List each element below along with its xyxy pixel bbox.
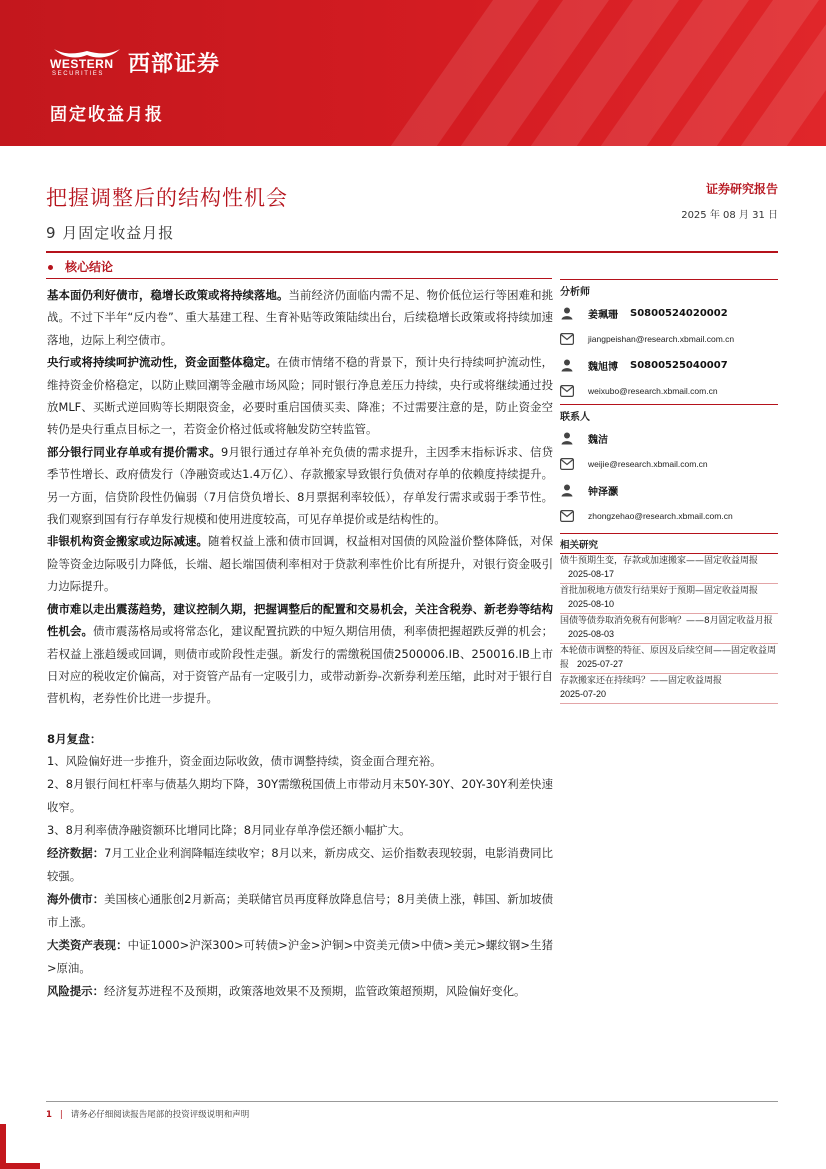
- person-icon: [560, 306, 574, 320]
- contact-email-row: [560, 503, 778, 529]
- corner-decoration: [0, 1163, 40, 1169]
- report-title: 把握调整后的结构性机会: [46, 186, 288, 210]
- title-divider: [46, 251, 778, 253]
- contact-name: 魏洁: [588, 434, 608, 446]
- related-title: 本轮债市调整的特征、原因及后续空间——固定收益周报: [560, 646, 777, 670]
- analyst-name: 魏旭博: [588, 361, 618, 373]
- mail-icon: [560, 333, 574, 345]
- footer-disclaimer: 请务必仔细阅读报告尾部的投资评级说明和声明: [70, 1110, 250, 1120]
- contact-row: [560, 425, 778, 451]
- logo-english-sub: SECURITIES: [52, 71, 105, 77]
- review-item: [47, 888, 553, 934]
- related-date: 2025-07-27: [577, 658, 624, 669]
- person-icon: [560, 483, 574, 497]
- paragraph-lead: 部分银行同业存单或有提价需求。: [47, 444, 221, 459]
- related-date: 2025-07-20: [560, 688, 607, 699]
- review-text: 经济复苏进程不及预期，政策落地效果不及预期，监管政策超预期，风险偏好变化。: [103, 983, 526, 998]
- banner-title: 固定收益月报: [50, 105, 164, 125]
- analyst-row: [560, 300, 778, 326]
- footer-divider: [46, 1101, 778, 1102]
- core-paragraph: [47, 351, 553, 441]
- report-subtitle: 9 月固定收益月报: [46, 224, 175, 242]
- core-paragraph: [47, 284, 553, 351]
- related-title: 首批加税地方债发行结果好于预期—固定收益周报: [560, 586, 759, 596]
- analyst-email[interactable]: weixubo@research.xbmail.com.cn: [588, 386, 718, 396]
- related-research-item[interactable]: [560, 614, 778, 644]
- contact-email-row: [560, 451, 778, 477]
- footer-separator: |: [59, 1110, 63, 1120]
- paragraph-text: 当前经济仍面临内需不足、物价低位运行等困难和挑战。不过下半年“反内卷”、重大基建工程、生育补贴等政策陆续出台，后续稳增长政策或将持续加速落地，边际上利空债市。: [47, 288, 553, 347]
- review-item: [47, 842, 553, 888]
- paragraph-lead: 基本面仍利好债市，稳增长政策或将持续落地。: [47, 288, 289, 302]
- paragraph-text: 在债市情绪不稳的背景下，预计央行持续呵护流动性，维持资金价格稳定，以防止赎回潮等金融市场风险；同时银行净息差压力持续，央行或将继续通过投放MLF、买断式逆回购等长期限资金，必要时重启国债买卖、降准；不过需要注意的是，防止资金空转仍是央行重点目标之一，若资金价格过低或将触发防空转监管。: [47, 355, 553, 437]
- related-research-heading: 相关研究: [560, 533, 778, 554]
- person-icon: [560, 431, 574, 445]
- sidebar: [560, 279, 778, 704]
- review-lead: 风险提示：: [47, 983, 104, 998]
- core-paragraph: [47, 530, 553, 597]
- analyst-email-row: [560, 326, 778, 352]
- review-text: 7月工业企业利润降幅连续收窄；8月以来，新房成交、运价指数表现较弱，电影消费同比较强。: [47, 845, 553, 883]
- review-item: [47, 819, 553, 842]
- section-divider: [46, 278, 552, 279]
- paragraph-lead: 债市难以走出震荡趋势，建议控制久期，把握调整后的配置和交易机会，关注含税券、新老券等结构性机会。: [47, 601, 553, 639]
- related-research-item[interactable]: [560, 674, 778, 704]
- report-date: 2025 年 08 月 31 日: [681, 210, 778, 221]
- mail-icon: [560, 458, 574, 470]
- analyst-row: [560, 352, 778, 378]
- person-icon: [560, 358, 574, 372]
- review-item: [47, 773, 553, 819]
- contacts-heading: 联系人: [560, 404, 778, 425]
- mail-icon: [560, 385, 574, 397]
- mail-icon: [560, 510, 574, 522]
- related-date: 2025-08-10: [568, 598, 615, 609]
- paragraph-lead: 非银机构资金搬家或边际减速。: [47, 534, 209, 549]
- paragraph-text: 9月银行通过存单补充负债的需求提升，主因季末指标诉求、信贷季节性增长、政府债发行（净融资或达1.4万亿）、存款搬家导致银行负债对存单的依赖度持续提升。另一方面，信贷阶段性仍偏弱（7月信贷负增长、8月票据利率较低），存单发行需求或弱于季节性。我们观察到国有行存单发行规模和使用进度较高，可见存单提价或是结构性的。: [47, 444, 553, 527]
- paragraph-lead: 央行或将持续呵护流动性，资金面整体稳定。: [47, 355, 278, 370]
- related-title: 国债等债券取消免税有何影响？——8月固定收益月报: [560, 616, 773, 626]
- footer: [46, 1108, 249, 1120]
- review-item: [47, 980, 553, 1003]
- review-item: [47, 934, 553, 980]
- core-paragraph: [47, 441, 553, 531]
- contact-email[interactable]: zhongzehao@research.xbmail.com.cn: [588, 511, 733, 521]
- analyst-email[interactable]: jiangpeishan@research.xbmail.com.cn: [588, 334, 735, 344]
- review-lead: 大类资产表现：: [47, 937, 128, 952]
- header-banner: [0, 0, 826, 146]
- report-type: 证券研究报告: [705, 182, 778, 196]
- contact-row: [560, 477, 778, 503]
- review-text: 2、8月银行间杠杆率与债基久期均下降，30Y需缴税国债上市带动月末50Y-30Y、20Y-30Y利差快速收窄。: [47, 776, 553, 814]
- page-number: 1: [46, 1110, 52, 1120]
- review-lead: 海外债市：: [47, 891, 105, 906]
- contact-name: 钟泽灏: [588, 486, 618, 498]
- related-date: 2025-08-17: [568, 568, 615, 579]
- review-heading: 8月复盘：: [47, 731, 102, 746]
- related-research-item[interactable]: [560, 554, 778, 584]
- review-item: [47, 750, 553, 773]
- related-date: 2025-08-03: [568, 628, 615, 639]
- review-text: 1、风险偏好进一步推升，资金面边际收敛，债市调整持续，资金面合理充裕。: [47, 753, 442, 768]
- main-body: [47, 284, 553, 1003]
- core-conclusion-heading: [48, 258, 113, 275]
- analysts-heading: 分析师: [560, 279, 778, 300]
- review-lead: 经济数据：: [47, 845, 105, 860]
- review-text: 美国核心通胀创2月新高；美联储官员再度释放降息信号；8月美债上涨，韩国、新加坡债市上涨。: [47, 891, 553, 929]
- analyst-certificate: S0800525040007: [630, 359, 728, 371]
- core-heading-text: 核心结论: [65, 260, 114, 274]
- paragraph-text: 债市震荡格局或将常态化，建议配置抗跌的中短久期信用债，利率债把握超跌反弹的机会；若权益上涨趋缓或回调，则债市或阶段性走强。新发行的需缴税国债2500006.IB、250016.IB上市日对应的税收定价偏高，对于资管产品有一定吸引力，或带动新券-次新券利差压缩，此时对于银行自营机构，老券性价比进一步提升。: [47, 624, 553, 706]
- bullet-icon: [48, 265, 53, 270]
- related-research-item[interactable]: [560, 644, 778, 674]
- related-title: 存款搬家还在持续吗？——固定收益周报: [560, 676, 723, 686]
- review-text: 中证1000>沪深300>可转债>沪金>沪铜>中资美元债>中债>美元>螺纹钢>生猪>原油。: [47, 937, 553, 975]
- related-title: 债牛预期生变，存款或加速搬家——固定收益周报: [560, 556, 759, 566]
- contact-email[interactable]: weijie@research.xbmail.com.cn: [588, 459, 708, 469]
- review-text: 3、8月利率债净融资额环比增同比降；8月同业存单净偿还额小幅扩大。: [47, 822, 411, 837]
- paragraph-text: 随着权益上涨和债市回调，权益相对国债的风险溢价整体降低，对保险等资金边际吸引力降低，长端、超长端国债利率相对于贷款利率性价比有所提升，对银行资金吸引力边际提升。: [47, 534, 553, 594]
- core-paragraph: [47, 598, 553, 710]
- logo-english-name: WESTERN: [50, 57, 114, 71]
- analyst-email-row: [560, 378, 778, 404]
- related-research-item[interactable]: [560, 584, 778, 614]
- logo-chinese-name: 西部证券: [128, 52, 221, 77]
- analyst-certificate: S0800524020002: [630, 307, 728, 319]
- analyst-name: 姜珮珊: [588, 309, 618, 321]
